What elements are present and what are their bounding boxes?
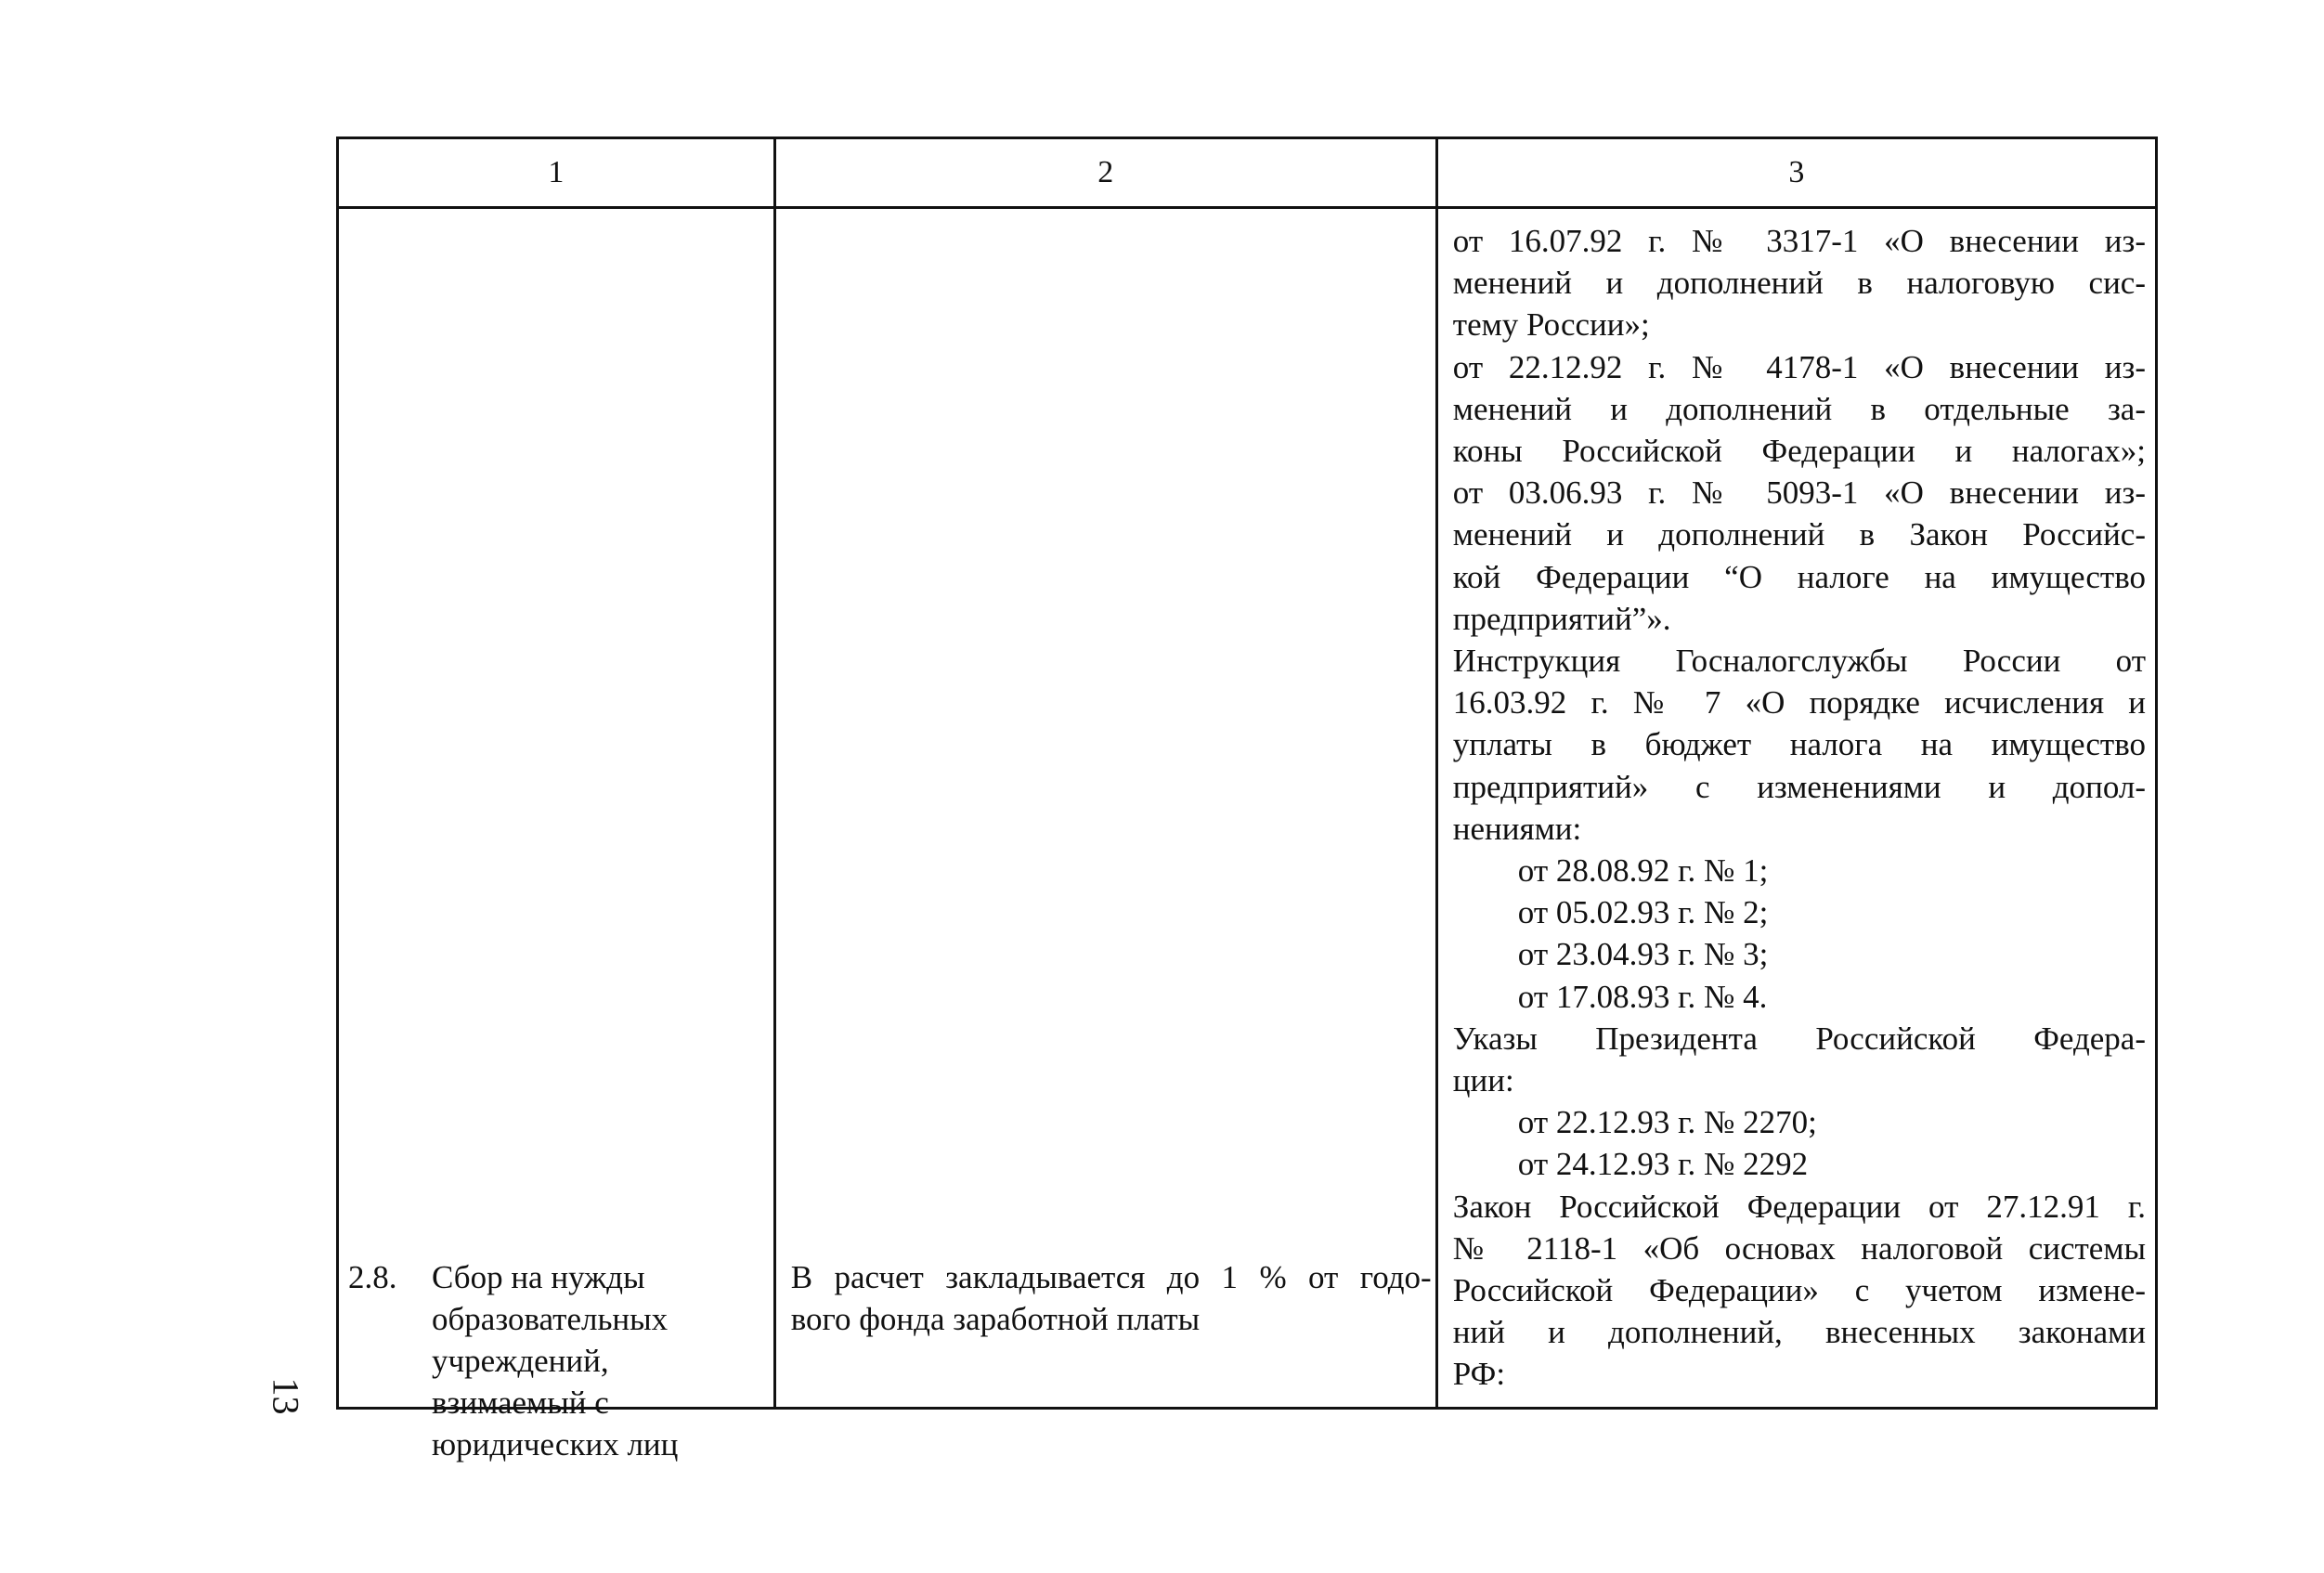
row-2-8-name-line: Сбор на нужды <box>432 1259 645 1295</box>
reference-line: Закон Российской Федерации от 27.12.91 г. <box>1452 1188 2146 1225</box>
row-2-8-title <box>348 1256 747 1465</box>
reference-line: РФ: <box>1452 1356 1506 1393</box>
page-number: 13 <box>265 1377 307 1415</box>
reference-line: менений и дополнений в налоговую сис- <box>1452 265 2146 302</box>
reference-line: от 17.08.93 г. № 4. <box>1517 978 1768 1015</box>
reference-line: от 28.08.92 г. № 1; <box>1517 852 1769 890</box>
reference-line: коны Российской Федерации и налогах»; <box>1452 433 2146 470</box>
reference-line: предприятий» с изменениями и допол- <box>1452 768 2146 805</box>
reference-line: от 22.12.92 г. № 4178-1 «О внесении из- <box>1452 348 2146 385</box>
row-2-8-name-line: образовательных <box>432 1301 669 1337</box>
reference-line: ции: <box>1452 1062 1514 1099</box>
reference-line: от 24.12.93 г. № 2292 <box>1517 1146 1809 1183</box>
reference-line: тему России»; <box>1452 306 1650 344</box>
row-2-8-name-line: юридических лиц <box>432 1426 679 1462</box>
reference-line: кой Федерации “О налоге на имущество <box>1452 558 2146 595</box>
row-2-8-name-line: учреждений, <box>432 1343 609 1379</box>
header-col-3: 3 <box>1436 138 2156 208</box>
reference-line: менений и дополнений в Закон Российс- <box>1452 516 2146 553</box>
reference-line: менений и дополнений в отдельные за- <box>1452 390 2146 427</box>
row-2-8-description-line: В расчет закладывается до 1 % от годо- <box>790 1259 1432 1295</box>
reference-line: Указы Президента Российской Федера- <box>1452 1020 2146 1057</box>
reference-line: № 2118-1 «Об основах налоговой системы <box>1452 1229 2146 1267</box>
row-2-8-name <box>432 1256 747 1465</box>
body-col-3 <box>1436 208 2156 1409</box>
reference-line: от 23.04.93 г. № 3; <box>1517 936 1769 973</box>
reference-line: уплаты в бюджет налога на имущество <box>1452 726 2146 763</box>
reference-line: Российской Федерации» с учетом измене- <box>1452 1272 2146 1309</box>
tax-table <box>336 136 2158 1462</box>
reference-line: ний и дополнений, внесенных законами <box>1452 1314 2146 1351</box>
reference-line: от 03.06.93 г. № 5093-1 «О внесении из- <box>1452 474 2146 512</box>
header-col-1: 1 <box>338 138 775 208</box>
header-col-2: 2 <box>774 138 1436 208</box>
reference-line: предприятий”». <box>1452 600 1671 637</box>
reference-line: от 22.12.93 г. № 2270; <box>1517 1104 1817 1141</box>
reference-line: от 05.02.93 г. № 2; <box>1517 894 1769 931</box>
row-2-8-description <box>791 1256 1432 1340</box>
legal-references <box>1438 209 2155 1396</box>
reference-line: Инструкция Госналогслужбы России от <box>1452 643 2146 680</box>
row-2-8-number: 2.8. <box>348 1259 397 1295</box>
body-col-2 <box>774 208 1436 1409</box>
body-col-1 <box>338 208 775 1462</box>
reference-line: 16.03.92 г. № 7 «О порядке исчисления и <box>1452 684 2146 722</box>
table-header-row <box>338 138 2157 208</box>
table-body-row <box>338 208 2157 1409</box>
reference-line: от 16.07.92 г. № 3317-1 «О внесении из- <box>1452 223 2146 259</box>
reference-line: нениями: <box>1452 810 1582 847</box>
row-2-8-name-line: взимаемый с <box>432 1384 609 1421</box>
row-2-8-description-line: вого фонда заработной платы <box>790 1301 1201 1337</box>
